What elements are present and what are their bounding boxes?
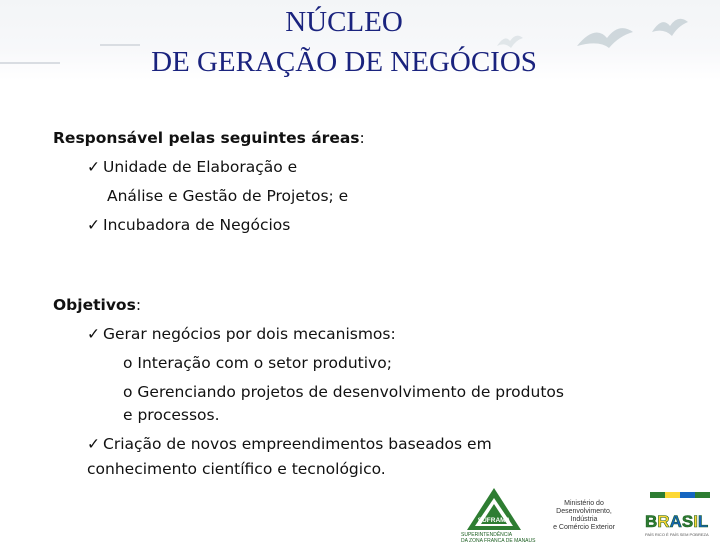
- list-item: [87, 158, 297, 176]
- sub-list-item: o Interação com o setor produtivo;: [123, 354, 392, 372]
- ministry-line: Ministério do: [564, 500, 604, 507]
- sub-list-item-continuation: e processos.: [123, 406, 220, 424]
- brasil-letter: A: [669, 512, 682, 531]
- suframa-caption: [461, 532, 535, 544]
- page-title-line-2: DE GERAÇÃO DE NEGÓCIOS: [151, 46, 537, 78]
- suframa-caption-line: SUPERINTENDÊNCIA: [461, 532, 513, 538]
- brasil-letter: R: [657, 512, 670, 531]
- areas-heading-label: Responsável pelas seguintes áreas: [53, 129, 360, 147]
- objectives-heading: [53, 296, 141, 314]
- objectives-heading-colon: :: [135, 296, 142, 314]
- list-item: [87, 435, 492, 453]
- list-item-continuation: conhecimento científico e tecnológico.: [87, 460, 386, 478]
- list-item-text: Criação de novos empreendimentos baseados em: [103, 435, 492, 453]
- footer-logos: [455, 482, 720, 544]
- list-item-text: Unidade de Elaboração e: [103, 158, 298, 176]
- check-icon: ✓: [87, 435, 100, 453]
- list-item-text: Incubadora de Negócios: [103, 216, 291, 234]
- list-item: [87, 216, 290, 234]
- page-title-line-1: NÚCLEO: [285, 6, 403, 38]
- brasil-letter: L: [697, 512, 709, 531]
- list-item: [87, 325, 396, 343]
- brasil-flag-stripe: [650, 492, 710, 498]
- ministry-logo: [543, 500, 625, 532]
- areas-heading: [53, 129, 365, 147]
- suframa-caption-line: DA ZONA FRANCA DE MANAUS: [461, 538, 536, 544]
- brasil-logo: [645, 512, 708, 532]
- ministry-line: Desenvolvimento, Indústria: [556, 508, 612, 523]
- check-icon: ✓: [87, 158, 100, 176]
- brasil-tagline: PAÍS RICO É PAÍS SEM POBREZA: [645, 532, 709, 537]
- areas-heading-colon: :: [359, 129, 365, 147]
- suframa-logo-text: SUFRAMA: [477, 517, 511, 524]
- check-icon: ✓: [87, 216, 100, 234]
- objectives-heading-label: Objetivos: [53, 296, 136, 314]
- sub-list-item: o Gerenciando projetos de desenvolvimento de produtos: [123, 383, 564, 401]
- check-icon: ✓: [87, 325, 100, 343]
- brasil-letter: B: [645, 512, 658, 531]
- brasil-letter: I: [693, 512, 698, 531]
- brasil-letter: S: [681, 512, 694, 531]
- list-item-text: Gerar negócios por dois mecanismos:: [103, 325, 396, 343]
- ministry-line: e Comércio Exterior: [553, 524, 615, 531]
- list-item-continuation: Análise e Gestão de Projetos; e: [107, 187, 349, 205]
- suframa-logo: [465, 486, 523, 534]
